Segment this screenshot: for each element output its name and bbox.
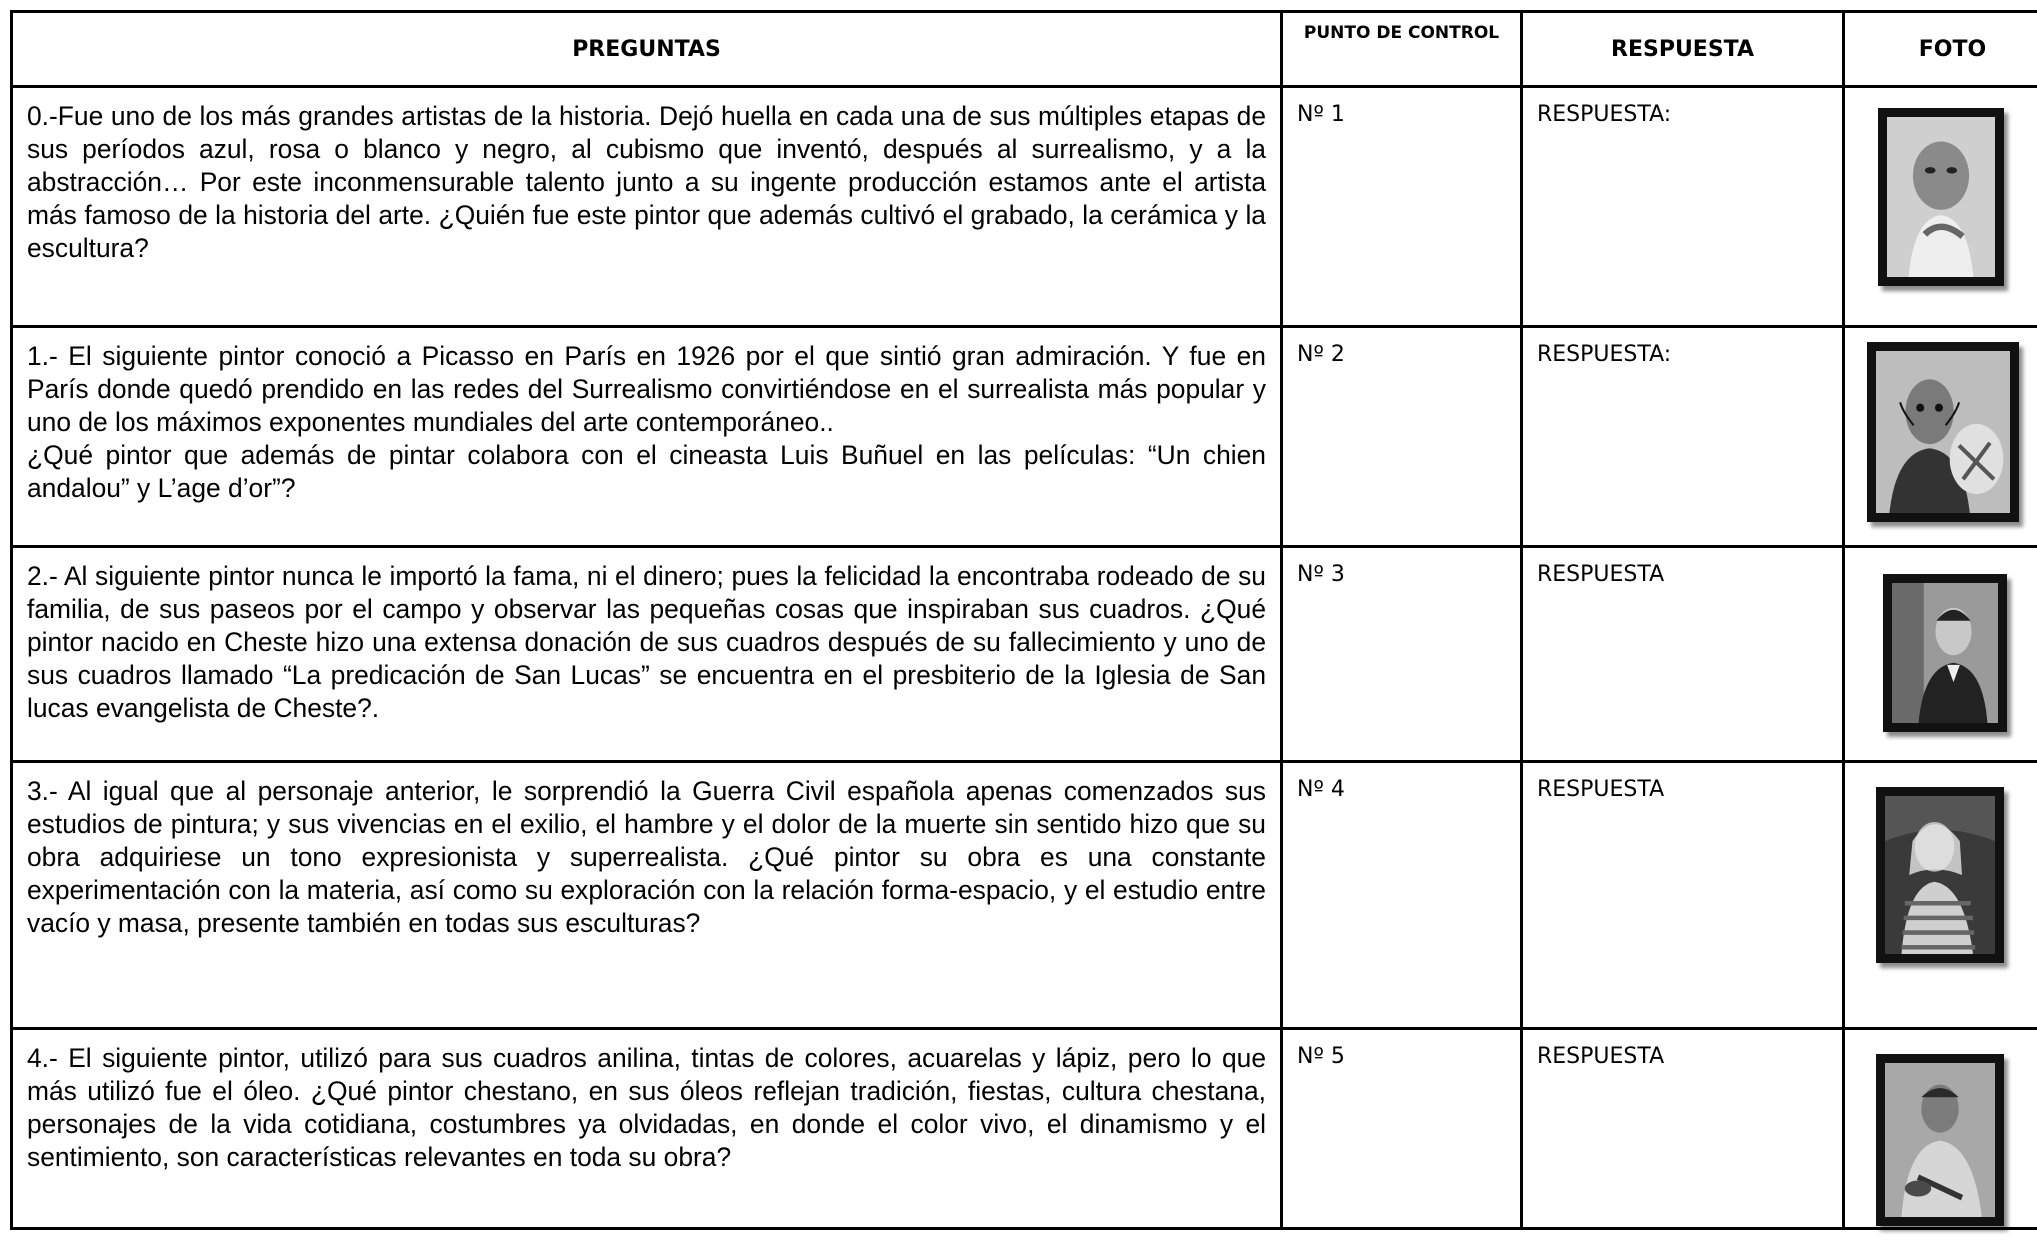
- question-cell: [12, 762, 1282, 1029]
- answer-cell[interactable]: [1522, 762, 1844, 1029]
- header-respuesta: RESPUESTA: [1522, 12, 1844, 87]
- question-text: 2.- Al siguiente pintor nunca le importó la fama, ni el dinero; pues la felicidad la encontraba rodeado de su familia, de sus paseos por el campo y observar las pequeñas cosas que inspiraban sus cuadros. ¿Qué pintor nacido en Cheste hizo una extensa donación de sus cuadros después de su fallecimiento y uno de sus cuadros llamado “La predicación de San Lucas” se encuentra en el presbiterio de la Iglesia de San lucas evangelista de Cheste?.: [27, 561, 1266, 723]
- portrait-photo-icon: [1878, 108, 2004, 286]
- question-text: 1.- El siguiente pintor conoció a Picasso en París en 1926 por el que sintió gran admiración. Y fue en París donde quedó prendido en las redes del Surrealismo convirtiéndose en el surrealista más popular y uno de los máximos exponentes mundiales del arte contemporáneo.. ¿Qué pintor que además de pintar colabora con el cineasta Luis Buñuel en las películas: “Un chien andalou” y L’age d’or”?: [27, 341, 1266, 503]
- quiz-sheet: [10, 10, 2037, 1260]
- control-number: Nº 1: [1297, 102, 1345, 127]
- question-row: [12, 547, 2037, 762]
- answer-label: RESPUESTA: [1537, 777, 1665, 802]
- header-preguntas: PREGUNTAS: [12, 12, 1282, 87]
- question-row: [12, 87, 2037, 327]
- header-punto-control: PUNTO DE CONTROL: [1282, 12, 1522, 87]
- photo-cell: [1844, 547, 2037, 762]
- portrait-photo-icon: [1867, 342, 2019, 522]
- question-cell: [12, 327, 1282, 547]
- question-cell: [12, 87, 1282, 327]
- answer-label: RESPUESTA:: [1537, 342, 1672, 367]
- header-row: [12, 12, 2037, 87]
- control-number: Nº 2: [1297, 342, 1345, 367]
- question-text: 0.-Fue uno de los más grandes artistas de la historia. Dejó huella en cada una de sus múltiples etapas de sus períodos azul, rosa o blanco y negro, al cubismo que inventó, después al surrealismo, y a la abstracción… Por este inconmensurable talento junto a su ingente producción estamos ante el artista más famoso de la historia del arte. ¿Quién fue este pintor que además cultivó el grabado, la cerámica y la escultura?: [27, 101, 1266, 263]
- question-text: 3.- Al igual que al personaje anterior, le sorprendió la Guerra Civil española apenas comenzados sus estudios de pintura; y sus vivencias en el exilio, el hambre y el dolor de la muerte sin sentido hizo que su obra adquiriese un tono expresionista y superrealista. ¿Qué pintor su obra es una constante experimentación con la materia, así como su exploración con la relación forma-espacio, y el estudio entre vacío y masa, presente también en todas sus esculturas?: [27, 776, 1266, 938]
- question-cell: [12, 1029, 1282, 1229]
- photo-cell: [1844, 87, 2037, 327]
- answer-label: RESPUESTA: [1537, 562, 1665, 587]
- control-cell: [1282, 762, 1522, 1029]
- control-cell: [1282, 1029, 1522, 1229]
- answer-cell[interactable]: [1522, 1029, 1844, 1229]
- portrait-photo-icon: [1876, 1054, 2004, 1226]
- photo-cell: [1844, 327, 2037, 547]
- answer-cell[interactable]: [1522, 547, 1844, 762]
- answer-label: RESPUESTA: [1537, 1044, 1665, 1069]
- question-text: 4.- El siguiente pintor, utilizó para sus cuadros anilina, tintas de colores, acuarelas y lápiz, pero lo que más utilizó fue el óleo. ¿Qué pintor chestano, en sus óleos reflejan tradición, fiestas, cultura chestana, personajes de la vida cotidiana, costumbres ya olvidadas, en donde el color vivo, el dinamismo y el sentimiento, son características relevantes en toda su obra?: [27, 1043, 1266, 1172]
- answer-cell[interactable]: [1522, 87, 1844, 327]
- header-foto: FOTO: [1844, 12, 2037, 87]
- answer-cell[interactable]: [1522, 327, 1844, 547]
- question-row: [12, 762, 2037, 1029]
- quiz-table: [10, 10, 2037, 1230]
- control-cell: [1282, 547, 1522, 762]
- question-row: [12, 1029, 2037, 1229]
- control-cell: [1282, 327, 1522, 547]
- photo-cell: [1844, 762, 2037, 1029]
- control-cell: [1282, 87, 1522, 327]
- answer-label: RESPUESTA:: [1537, 102, 1672, 127]
- control-number: Nº 4: [1297, 777, 1345, 802]
- question-row: [12, 327, 2037, 547]
- photo-cell: [1844, 1029, 2037, 1229]
- control-number: Nº 5: [1297, 1044, 1345, 1069]
- portrait-photo-icon: [1883, 574, 2007, 732]
- control-number: Nº 3: [1297, 562, 1345, 587]
- question-cell: [12, 547, 1282, 762]
- portrait-photo-icon: [1876, 787, 2004, 963]
